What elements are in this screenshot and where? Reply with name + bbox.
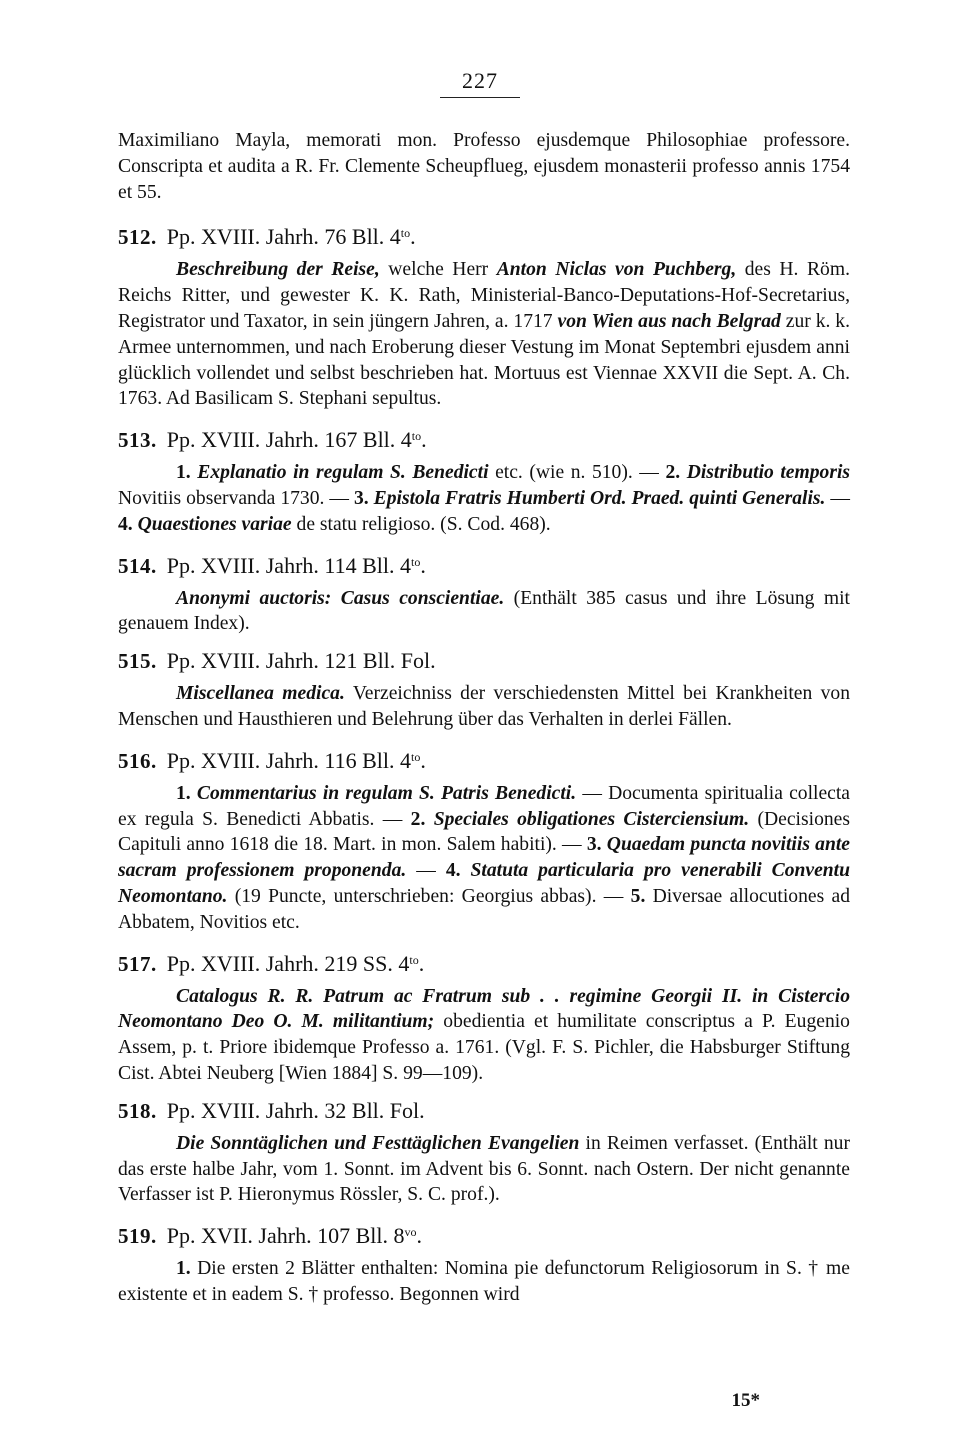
entry-heading: 517. Pp. XVIII. Jahrh. 219 SS. $4^{to}$. [118, 950, 425, 976]
entry-meta: Pp. XVIII. Jahrh. 121 Bll. Fol. [166, 648, 436, 674]
entry-heading: 516. Pp. XVIII. Jahrh. 116 Bll. $4^{to}$. [118, 747, 426, 773]
catalog-entry-515 [118, 647, 850, 733]
catalog-entry-518 [118, 1097, 850, 1208]
entry-number: 512. [118, 225, 157, 250]
catalog-entry-519 [118, 1218, 850, 1308]
catalog-entry-514 [118, 548, 850, 638]
entry-meta: Pp. XVIII. Jahrh. 116 Bll. 4 [166, 747, 411, 773]
entry-description: Anonymi auctoris: Casus conscientiae. (Enthält 385 casus und ihre Lösung mit genauem Index). [118, 587, 850, 635]
entry-meta: Pp. XVIII. Jahrh. 114 Bll. 4 [166, 552, 411, 578]
entry-number: 517. [118, 951, 157, 976]
entry-meta: Pp. XVIII. Jahrh. 76 Bll. 4 [166, 224, 401, 250]
entry-meta: Pp. XVIII. Jahrh. 219 SS. 4 [166, 950, 410, 976]
entry-description: 1. Die ersten 2 Blätter enthalten: Nomina pie defunctorum Religiosorum in S. † me existente et in eadem S. † professo. Begonnen wird [118, 1258, 850, 1305]
format-superscript: to [410, 554, 421, 569]
entry-description: Catalogus R. R. Patrum ac Fratrum sub . . regimine Georgii II. in Cistercio Neomontano Deo O. M. militantium; obedientia et humilitate conscriptus a P. Eugenio Assem, p. t. Priore ibidemque Professo a. 1761. (Vgl. F. S. Pichler, die Habsburger Stiftung Cist. Abtei Neuberg [Wien 1884] S. 99—109). [118, 985, 850, 1084]
entry-heading: 514. Pp. XVIII. Jahrh. 114 Bll. $4^{to}$. [118, 552, 426, 578]
page-number: 227 [440, 68, 520, 98]
format-superscript: to [409, 952, 419, 967]
entry-heading: 512. Pp. XVIII. Jahrh. 76 Bll. $4^{to}$. [118, 224, 416, 250]
entry-description: Miscellanea medica. Verzeichniss der verschiedensten Mittel bei Krankheiten von Menschen und Hausthieren und Belehrung über das Verhalten in derlei Fällen. [118, 683, 850, 730]
entry-number: 515. [118, 649, 157, 674]
entry-description: 1. Commentarius in regulam S. Patris Benedicti. — Documenta spiritualia collecta ex regula S. Benedicti Abbatis. — 2. Speciales obligationes Cisterciensium. (Decisiones Capituli anno 1618 die 18. Mart. in mon. Salem habiti). — 3. Quaedam puncta novitiis ante sacram professionem proponenda. — 4. Statuta particularia pro venerabili Conventu Neomontano. (19 Puncte, unterschrieben: Georgius abbas). — 5. Diversae allocutiones ad Abbatem, Novitios etc. [118, 782, 851, 933]
entry-meta: Pp. XVII. Jahrh. 107 Bll. 8 [166, 1223, 405, 1249]
catalog-entry-516 [118, 743, 850, 936]
entry-heading [118, 647, 850, 675]
entry-description: Beschreibung der Reise, welche Herr Anton Niclas von Puchberg, des H. Röm. Reichs Ritter, und gewester K. K. Rath, Ministerial-Banco-Deputations-Hof-Secretarius, Registrator und Taxator, in sein jüngern Jahren, a. 1717 von Wien aus nach Belgrad zur k. k. Armee unternommen, und nach Eroberung dieser Vestung im Monat Septembri ejusdem anni glücklich vollendet und selbst beschrieben hat. Mortuus est Viennae XXVII die Sept. A. Ch. 1763. Ad Basilicam S. Stephani sepultus. [118, 259, 850, 410]
entry-heading: 519. Pp. XVII. Jahrh. 107 Bll. $8^{vo}$. [118, 1223, 422, 1249]
entry-meta: Pp. XVIII. Jahrh. 167 Bll. 4 [166, 427, 412, 453]
format-superscript: to [411, 429, 422, 444]
entry-description: Die Sonntäglichen und Festtäglichen Evangelien in Reimen verfasset. (Enthält nur das erste halbe Jahr, vom 1. Sonnt. im Advent bis 6. Sonnt. nach Ostern. Der nicht genannte Verfasser ist P. Hieronymus Rössler, S. C. prof.). [118, 1132, 850, 1206]
catalog-entry-517 [118, 946, 850, 1087]
entry-number: 519. [118, 1224, 157, 1249]
entry-heading: 513. Pp. XVIII. Jahrh. 167 Bll. $4^{to}$. [118, 427, 427, 453]
format-superscript: to [410, 749, 421, 764]
entry-number: 516. [118, 748, 157, 773]
entry-number: 514. [118, 553, 157, 578]
page-header [0, 68, 960, 98]
catalog-entry-512 [118, 219, 850, 412]
signature-mark: 15* [731, 1390, 760, 1411]
continued-paragraph: Maximiliano Mayla, memorati mon. Professo ejusdemque Philosophiae professore. Conscripta et audita a R. Fr. Clemente Scheupflueg, ejusdem monasterii professo annis 1754 et 55. [118, 130, 850, 203]
format-superscript: vo [404, 1225, 417, 1240]
catalog-entry-513 [118, 422, 850, 537]
page-content [118, 128, 850, 1308]
format-superscript: to [400, 226, 411, 241]
entry-meta: Pp. XVIII. Jahrh. 32 Bll. Fol. [166, 1097, 425, 1123]
entry-number: 513. [118, 428, 157, 453]
entry-description: 1. Explanatio in regulam S. Benedicti etc. (wie n. 510). — 2. Distributio temporis Novitiis observanda 1730. — 3. Epistola Fratris Humberti Ord. Praed. quinti Generalis. — 4. Quaestiones variae de statu religioso. (S. Cod. 468). [118, 462, 851, 535]
entry-number: 518. [118, 1098, 157, 1123]
entry-heading [118, 1097, 850, 1125]
